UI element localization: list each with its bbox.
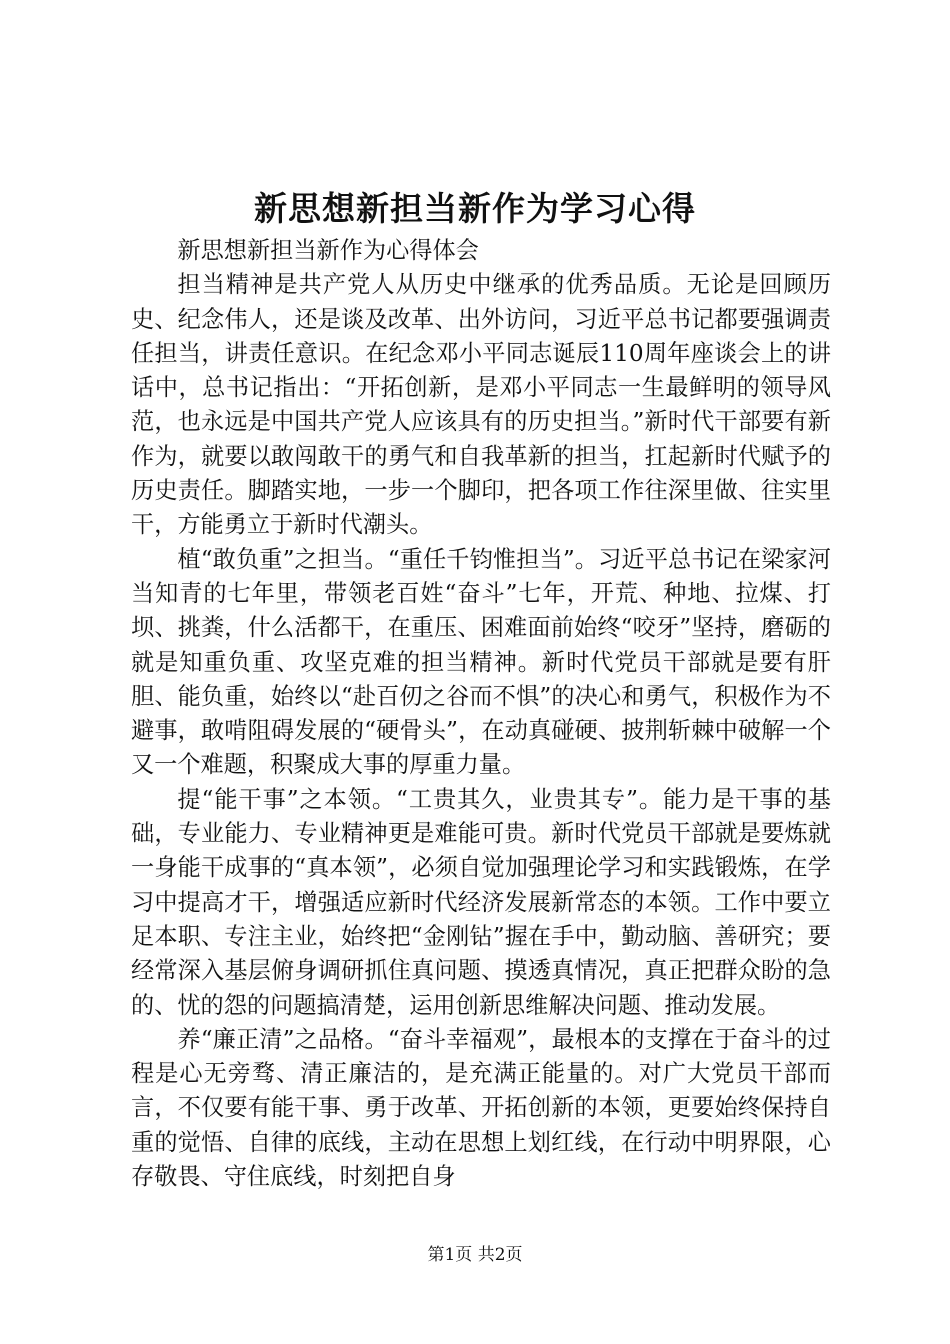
document-title: 新思想新担当新作为学习心得 <box>254 189 696 228</box>
paragraph-integrity: 养“廉正清”之品格。“奋斗幸福观”，最根本的支撑在于奋斗的过程是心无旁骛、清正廉洁的，是充满正能量的。对广大党员干部而言，不仅要有能干事、勇于改革、开拓创新的本领，更要始终保持自重的觉悟、自律的底线，主动在思想上划红线，在行动中明界限，心存敬畏、守住底线，时刻把自身 <box>131 1025 831 1191</box>
page-number: 第1页 共2页 <box>427 1245 523 1265</box>
paragraph-ability: 提“能干事”之本领。“工贵其久，业贵其专”。能力是干事的基础，专业能力、专业精神更是难能可贵。新时代党员干部就是要炼就一身能干成事的“真本领”，必须自觉加强理论学习和实践锻炼，在学习中提高才干，增强适应新时代经济发展新常态的本领。工作中要立足本职、专注主业，始终把“金刚钻”握在手中，勤动脑、善研究；要经常深入基层俯身调研抓住真问题、摸透真情况，真正把群众盼的急的、忧的怨的问题搞清楚，运用创新思维解决问题、推动发展。 <box>131 785 831 1019</box>
document-body <box>131 234 831 1194</box>
document-subtitle: 新思想新担当新作为心得体会 <box>177 237 479 264</box>
paragraph-burden: 植“敢负重”之担当。“重任千钧惟担当”。习近平总书记在梁家河当知青的七年里，带领老百姓“奋斗”七年，开荒、种地、拉煤、打坝、挑粪，什么活都干，在重压、困难面前始终“咬牙”坚持，磨砺的就是知重负重、攻坚克难的担当精神。新时代党员干部就是要有肝胆、能负重，始终以“赴百仞之谷而不惧”的决心和勇气，积极作为不避事，敢啃阻碍发展的“硬骨头”，在动真碰硬、披荆斩棘中破解一个又一个难题，积聚成大事的厚重力量。 <box>131 545 831 779</box>
paragraph-intro: 担当精神是共产党人从历史中继承的优秀品质。无论是回顾历史、纪念伟人，还是谈及改革、出外访问，习近平总书记都要强调责任担当，讲责任意识。在纪念邓小平同志诞辰110周年座谈会上的讲话中，总书记指出：“开拓创新，是邓小平同志一生最鲜明的领导风范，也永远是中国共产党人应该具有的历史担当。”新时代干部要有新作为，就要以敢闯敢干的勇气和自我革新的担当，扛起新时代赋予的历史责任。脚踏实地，一步一个脚印，把各项工作往深里做、往实里干，方能勇立于新时代潮头。 <box>131 271 831 539</box>
